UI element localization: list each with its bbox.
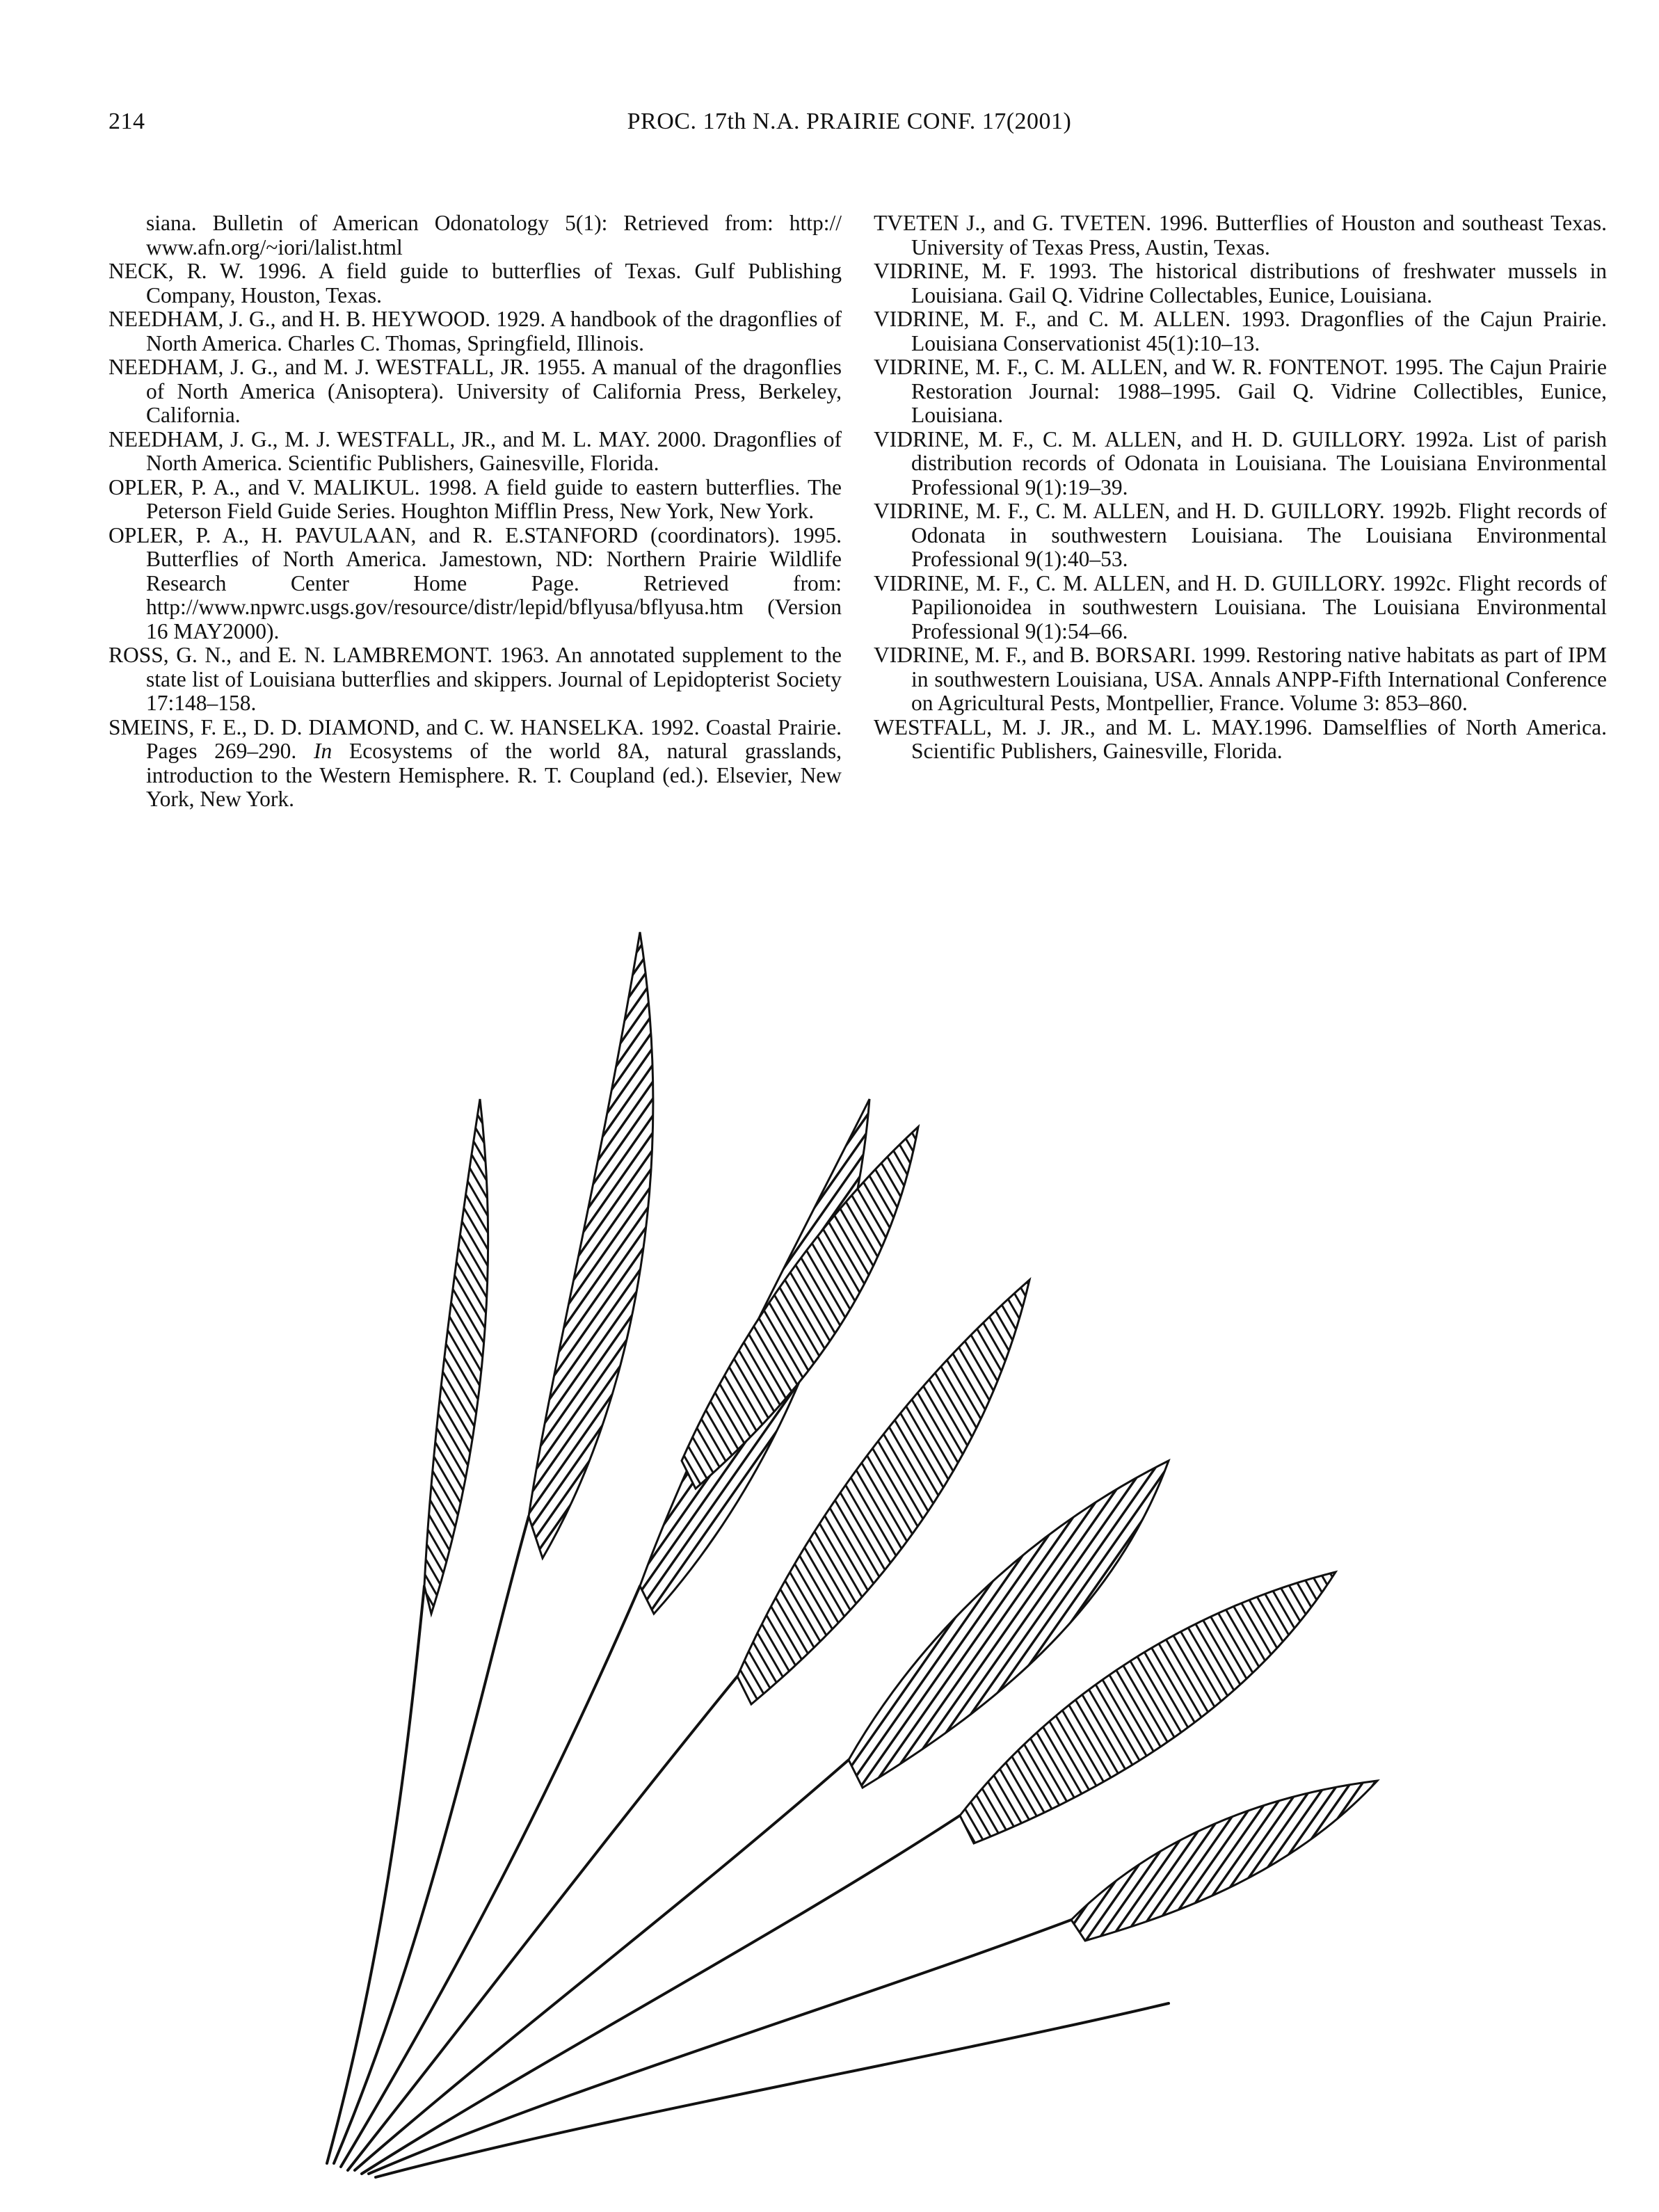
reference-text: SMEINS, F. E., D. D. DIAMOND, and C. W. HANSELKA. 1992. Coastal Prairie. Pages 269–290. (109, 714, 842, 763)
reference-entry: WESTFALL, M. J. JR., and M. L. MAY.1996. Damselflies of North America. Scientific Publishers, Gainesville, Florida. (874, 714, 1607, 763)
running-title: PROC. 17th N.A. PRAIRIE CONF. 17(2001) (627, 109, 1072, 134)
reference-italic: In (314, 739, 332, 763)
reference-entry: NEEDHAM, J. G., M. J. WESTFALL, JR., and M. L. MAY. 2000. Dragonflies of North America. Scientific Publishers, Gainesville, Florida. (109, 426, 842, 475)
page-number: 214 (109, 109, 145, 134)
references-column-right (874, 211, 1607, 764)
reference-entry: VIDRINE, M. F., and B. BORSARI. 1999. Restoring native habitats as part of IPM in southwestern Louisiana, USA. Annals ANPP-Fifth International Conference on Agricultural Pests, Montpellier, France. Volume 3: 853–860. (874, 643, 1607, 715)
reference-entry: TVETEN J., and G. TVETEN. 1996. Butterflies of Houston and southeast Texas. University of Texas Press, Austin, Texas. (874, 211, 1607, 259)
reference-entry: NECK, R. W. 1996. A field guide to butterflies of Texas. Gulf Publishing Company, Houston, Texas. (109, 259, 842, 307)
reference-entry: VIDRINE, M. F., C. M. ALLEN, and H. D. GUILLORY. 1992c. Flight records of Papilionoidea in southwestern Louisiana. The Louisiana Environmental Professional 9(1):54–66. (874, 570, 1607, 643)
reference-entry: NEEDHAM, J. G., and H. B. HEYWOOD. 1929. A handbook of the dragonflies of North America. Charles C. Thomas, Springfield, Illinois. (109, 307, 842, 355)
reference-entry: NEEDHAM, J. G., and M. J. WESTFALL, JR. 1955. A manual of the dragonflies of North America (Anisoptera). University of California Press, Berkeley, California. (109, 355, 842, 427)
reference-entry: VIDRINE, M. F., C. M. ALLEN, and H. D. GUILLORY. 1992b. Flight records of Odonata in southwestern Louisiana. The Louisiana Environmental Professional 9(1):40–53. (874, 499, 1607, 571)
grass-panicles (424, 932, 1377, 1941)
reference-entry: VIDRINE, M. F., C. M. ALLEN, and W. R. FONTENOT. 1995. The Cajun Prairie Restoration Journal: 1988–1995. Gail Q. Vidrine Collectibles, Eunice, Louisiana. (874, 355, 1607, 427)
reference-entry: siana. Bulletin of American Odonatology 5(1): Retrieved from: http:// www.afn.org/~iori/lalist.html (146, 211, 842, 259)
reference-text: Ecosystems of the world 8A, natural grasslands, introduction to the Western Hemisphere. R. T. Coupland (ed.). Elsevier, New York, New York. (146, 739, 842, 811)
reference-entry: OPLER, P. A., H. PAVULAAN, and R. E.STANFORD (coordinators). 1995. Butterflies of North America. Jamestown, ND: Northern Prairie Wildlife Research Center Home Page. Retrieved from: http://www.npwrc.usgs.gov/resource/distr/lepid/bflyusa/bflyusa.htm (Version 16 MAY2000). (109, 522, 842, 643)
reference-entry: ROSS, G. N., and E. N. LAMBREMONT. 1963. An annotated supplement to the state list of Louisiana butterflies and skippers. Journal of Lepidopterist Society 17:148–158. (109, 643, 842, 715)
grass-plumes-illustration (250, 890, 1405, 2184)
page-header (109, 104, 1590, 139)
reference-entry: OPLER, P. A., and V. MALIKUL. 1998. A field guide to eastern butterflies. The Peterson Field Guide Series. Houghton Mifflin Press, New York, New York. (109, 474, 842, 523)
reference-entry: VIDRINE, M. F., C. M. ALLEN, and H. D. GUILLORY. 1992a. List of parish distribution records of Odonata in Louisiana. The Louisiana Environmental Professional 9(1):19–39. (874, 426, 1607, 499)
reference-entry: VIDRINE, M. F., and C. M. ALLEN. 1993. Dragonflies of the Cajun Prairie. Louisiana Conservationist 45(1):10–13. (874, 307, 1607, 355)
references-column-left (109, 211, 842, 812)
reference-entry: VIDRINE, M. F. 1993. The historical distributions of freshwater mussels in Louisiana. Gail Q. Vidrine Collectables, Eunice, Louisiana. (874, 259, 1607, 307)
reference-entry (109, 716, 842, 812)
